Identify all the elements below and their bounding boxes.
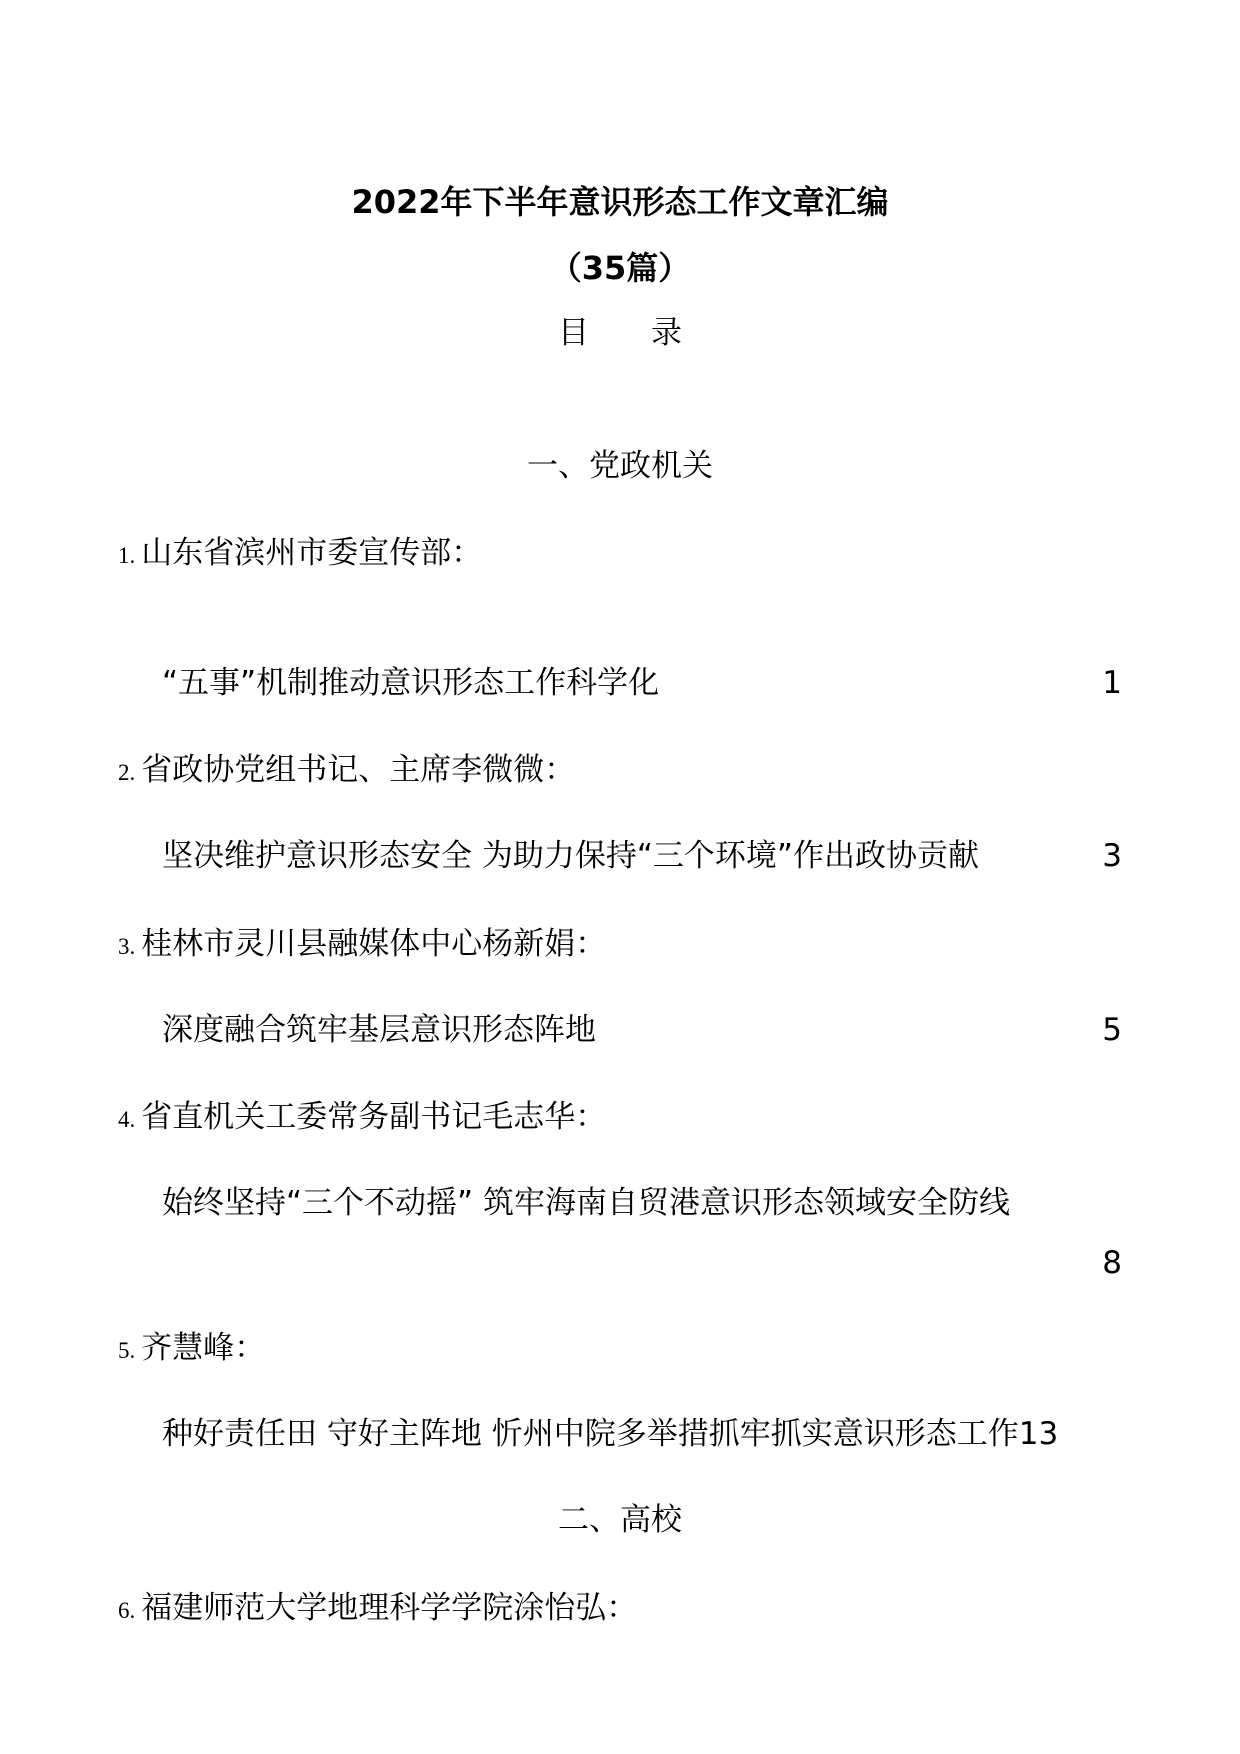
toc-entry-title[interactable]: “五事”机制推动意识形态工作科学化 bbox=[162, 665, 660, 701]
entry-number: 1. bbox=[118, 543, 136, 568]
entry-number: 5. bbox=[118, 1338, 136, 1363]
toc-entry-title[interactable]: 始终坚持“三个不动摇” 筑牢海南自贸港意识形态领域安全防线 bbox=[162, 1185, 1010, 1221]
entry-author: 福建师范大学地理科学学院涂怡弘： bbox=[141, 1590, 638, 1626]
section-heading: 一、党政机关 bbox=[527, 448, 713, 484]
toc-entry-page: 8 bbox=[1102, 1245, 1122, 1281]
toc-entry-author bbox=[118, 1588, 637, 1631]
toc-entry-page: 1 bbox=[1102, 665, 1122, 701]
entry-author: 省政协党组书记、主席李微微： bbox=[141, 752, 576, 788]
toc-entry-page: 13 bbox=[1018, 1416, 1059, 1452]
entry-author: 省直机关工委常务副书记毛志华： bbox=[141, 1099, 607, 1135]
entry-number: 6. bbox=[118, 1598, 136, 1623]
toc-entry-author bbox=[118, 924, 606, 967]
toc-entry-author bbox=[118, 750, 575, 793]
entry-number: 3. bbox=[118, 934, 136, 959]
toc-heading: 目 录 bbox=[558, 315, 682, 351]
entry-title-text: 种好责任田 守好主阵地 忻州中院多举措抓牢抓实意识形态工作 bbox=[162, 1416, 1019, 1452]
toc-entry-title[interactable]: 坚决维护意识形态安全 为助力保持“三个环境”作出政协贡献 bbox=[162, 838, 979, 874]
toc-entry-author bbox=[118, 1097, 606, 1140]
document-title: 2022年下半年意识形态工作文章汇编 bbox=[351, 183, 889, 221]
toc-entry-page: 5 bbox=[1102, 1012, 1122, 1048]
toc-entry-author bbox=[118, 1328, 265, 1371]
toc-entry-title[interactable]: 深度融合筑牢基层意识形态阵地 bbox=[162, 1012, 596, 1048]
toc-entry-title[interactable] bbox=[162, 1414, 1058, 1454]
entry-author: 山东省滨州市委宣传部： bbox=[141, 535, 483, 571]
entry-number: 4. bbox=[118, 1107, 136, 1132]
entry-author: 桂林市灵川县融媒体中心杨新娟： bbox=[141, 926, 607, 962]
document-subtitle: （35篇） bbox=[549, 249, 691, 287]
toc-entry-page: 3 bbox=[1102, 838, 1122, 874]
section-heading: 二、高校 bbox=[558, 1502, 682, 1538]
entry-author: 齐慧峰： bbox=[141, 1330, 266, 1366]
entry-number: 2. bbox=[118, 760, 136, 785]
toc-entry-author bbox=[118, 533, 482, 576]
